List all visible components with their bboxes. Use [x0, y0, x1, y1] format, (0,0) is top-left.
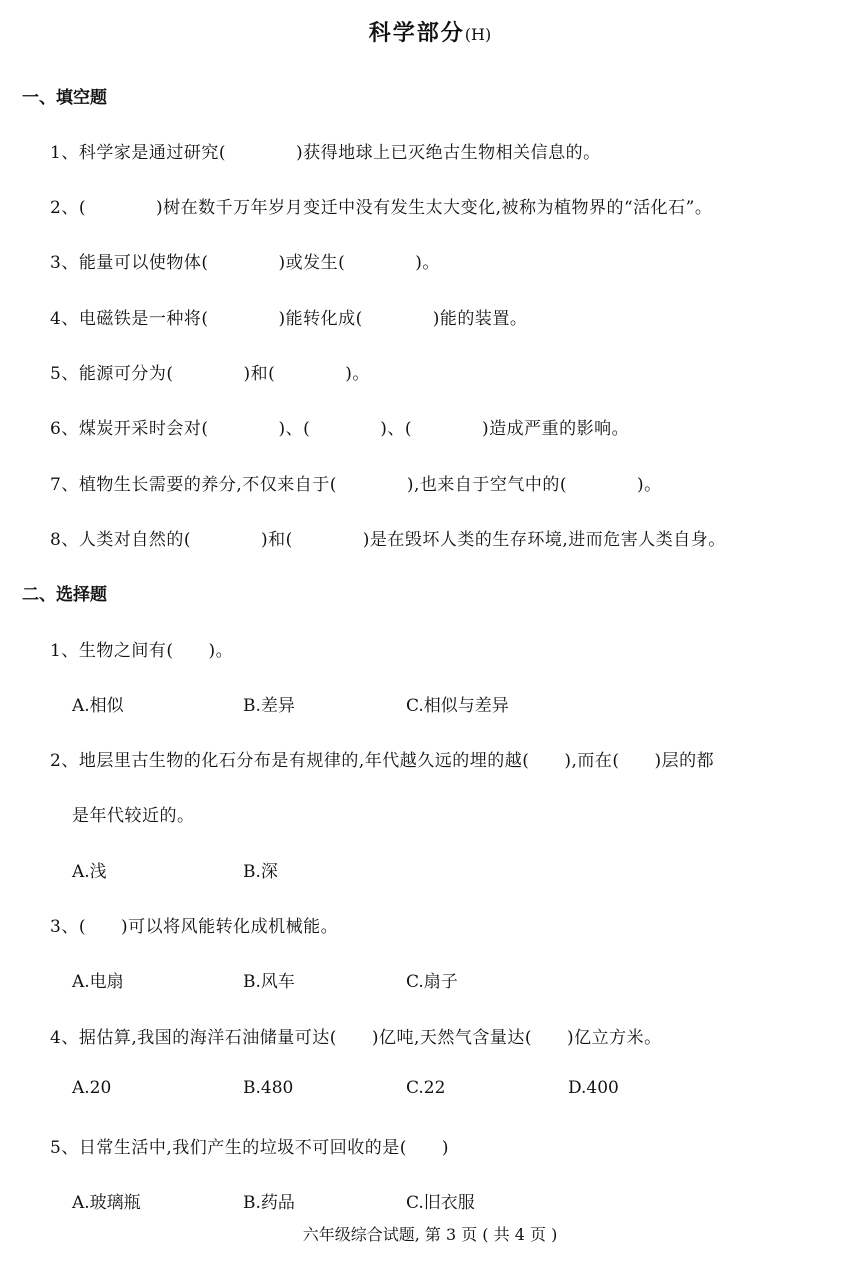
title-suffix: (H): [464, 25, 492, 44]
fill-question-6: 6、煤炭开采时会对( )、( )、( )造成严重的影响。: [50, 419, 630, 439]
choice-question-5-option-c: C.旧衣服: [406, 1193, 475, 1213]
section-heading-fill-blank: 一、填空题: [22, 88, 107, 108]
choice-question-5-option-b: B.药品: [243, 1193, 295, 1213]
choice-question-1-option-a: A.相似: [72, 696, 124, 716]
fill-question-1: 1、科学家是通过研究( )获得地球上已灭绝古生物相关信息的。: [50, 143, 601, 163]
choice-question-2-stem-cont: 是年代较近的。: [72, 806, 195, 826]
choice-question-1-option-b: B.差异: [243, 696, 295, 716]
choice-question-2-option-b: B.深: [243, 862, 278, 882]
choice-question-3-option-b: B.风车: [243, 972, 295, 992]
fill-question-3: 3、能量可以使物体( )或发生( )。: [50, 253, 440, 273]
section-heading-multiple-choice: 二、选择题: [22, 585, 107, 605]
choice-question-4-option-a: A.20: [72, 1078, 112, 1098]
fill-question-5: 5、能源可分为( )和( )。: [50, 364, 370, 384]
choice-question-5-stem: 5、日常生活中,我们产生的垃圾不可回收的是( ): [50, 1138, 449, 1158]
choice-question-2-stem: 2、地层里古生物的化石分布是有规律的,年代越久远的埋的越( ),而在( )层的都: [50, 751, 715, 771]
fill-question-8: 8、人类对自然的( )和( )是在毁坏人类的生存环境,进而危害人类自身。: [50, 530, 726, 550]
choice-question-1-stem: 1、生物之间有( )。: [50, 641, 234, 661]
page-title: [0, 16, 860, 47]
page-footer: 六年级综合试题, 第 3 页 ( 共 4 页 ): [302, 1225, 558, 1244]
fill-question-4: 4、电磁铁是一种将( )能转化成( )能的装置。: [50, 309, 528, 329]
fill-question-7: 7、植物生长需要的养分,不仅来自于( ),也来自于空气中的( )。: [50, 475, 662, 495]
choice-question-1-option-c: C.相似与差异: [406, 696, 509, 716]
title-main: 科学部分: [368, 21, 465, 46]
choice-question-3-option-c: C.扇子: [406, 972, 458, 992]
choice-question-4-option-c: C.22: [406, 1078, 446, 1098]
choice-question-5-option-a: A.玻璃瓶: [72, 1193, 141, 1213]
choice-question-4-option-d: D.400: [568, 1078, 619, 1098]
choice-question-2-option-a: A.浅: [72, 862, 107, 882]
choice-question-4-option-b: B.480: [243, 1078, 294, 1098]
choice-question-3-stem: 3、( )可以将风能转化成机械能。: [50, 917, 339, 937]
choice-question-3-option-a: A.电扇: [72, 972, 124, 992]
fill-question-2: 2、( )树在数千万年岁月变迁中没有发生太大变化,被称为植物界的“活化石”。: [50, 198, 713, 218]
choice-question-4-stem: 4、据估算,我国的海洋石油储量可达( )亿吨,天然气含量达( )亿立方米。: [50, 1028, 662, 1048]
